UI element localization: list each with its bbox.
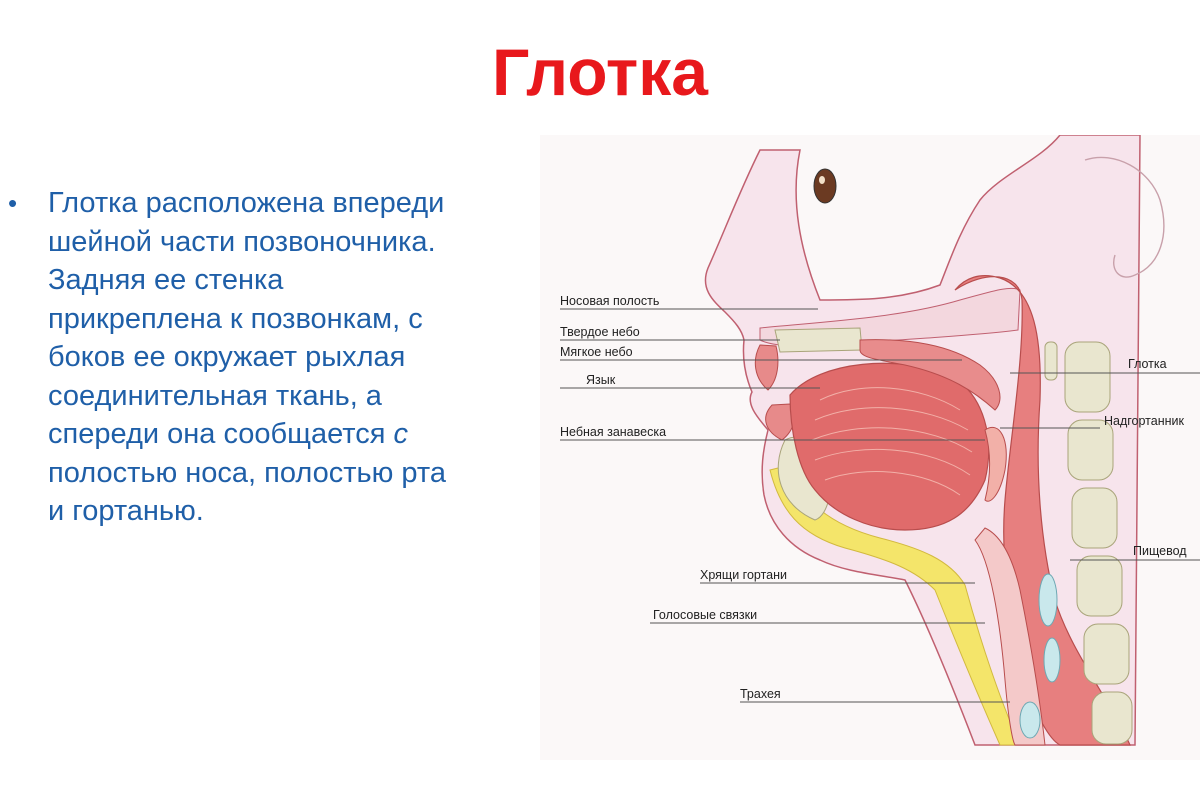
bullet-line: Задняя ее стенка	[48, 264, 284, 296]
label-nasal-cavity: Носовая полость	[560, 294, 660, 308]
eye-highlight	[819, 176, 825, 184]
label-vocal-cords: Голосовые связки	[653, 608, 758, 622]
bullet-marker: •	[8, 188, 18, 218]
bullet-line: прикреплена к позвонкам, с	[48, 302, 423, 335]
bullet-line: Глотка расположена впереди	[48, 187, 445, 219]
bullet-line: боков ее окружает рыхлая	[48, 341, 406, 373]
label-pharynx: Глотка	[1128, 357, 1167, 371]
pharynx-anatomy-diagram	[540, 135, 1200, 760]
label-epiglottis: Надгортанник	[1104, 414, 1184, 428]
page-title: Глотка	[492, 35, 708, 109]
bullet-italic-word: с	[393, 418, 409, 450]
hard-palate-bone	[775, 328, 862, 352]
bullet-text	[48, 184, 528, 531]
label-soft-palate: Мягкое небо	[560, 345, 633, 359]
label-trachea: Трахея	[740, 687, 781, 701]
label-tongue: Язык	[586, 373, 616, 387]
bullet-line: спереди она сообщается	[48, 418, 386, 450]
bullet-line: полостью носа, полостью рта	[48, 456, 446, 489]
anatomy-illustration	[540, 135, 1200, 760]
bullet-line: соединительная ткань, а	[48, 379, 382, 412]
bullet-line: шейной части позвоночника.	[48, 225, 436, 258]
label-esophagus: Пищевод	[1133, 544, 1187, 558]
label-hard-palate: Твердое небо	[560, 325, 640, 339]
label-larynx-cartilages: Хрящи гортани	[700, 568, 787, 582]
label-palatine-curtain: Небная занавеска	[560, 425, 667, 439]
eye-shape	[814, 169, 836, 203]
bullet-line: и гортанью.	[48, 495, 204, 527]
